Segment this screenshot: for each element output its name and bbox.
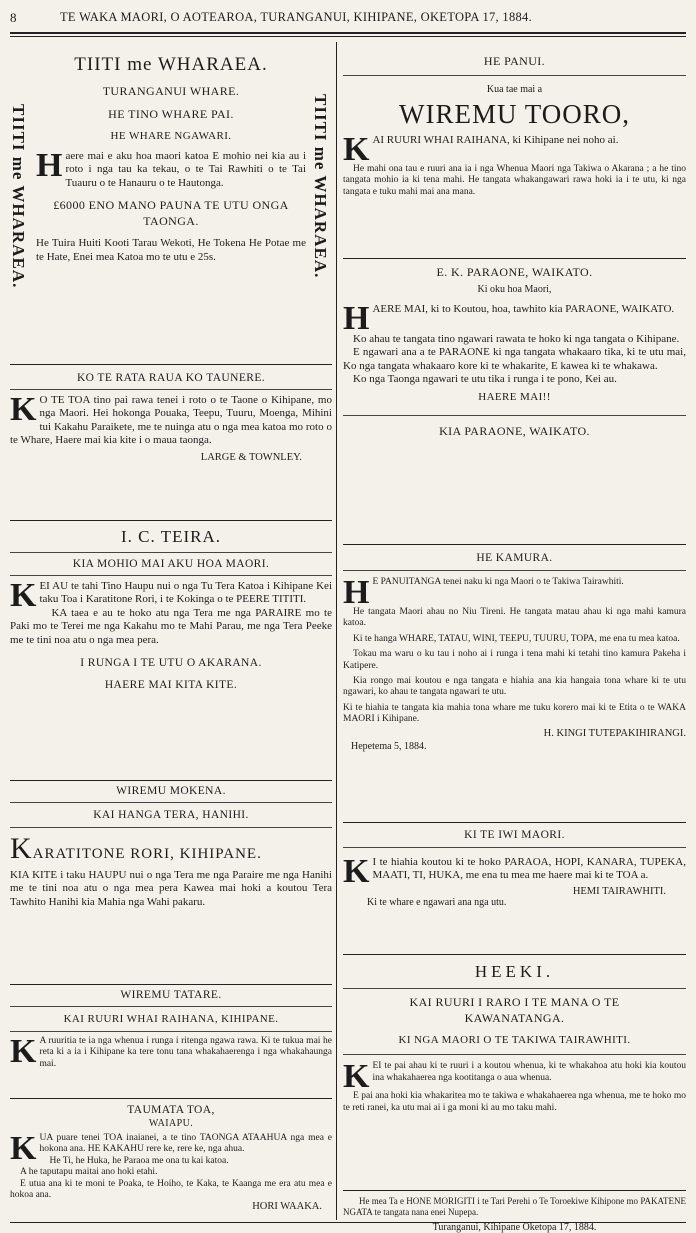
paraone-intro [343,300,686,337]
paraone-p1: Ko ahau te tangata tino ngawari rawata te hoko ki nga tangata o Kihipane. [353,333,680,345]
iwi-body [343,853,686,890]
taumata-line1: He Ti, he Huka, he Paraoa me ona tu kai katoa. [49,1155,229,1166]
divider [10,520,332,521]
imprint [343,1196,686,1233]
paraone-line2: KIA PARAONE, WAIKATO. [439,423,590,438]
drop-cap: K [343,131,370,168]
divider [10,364,332,365]
heeki-body [343,1058,686,1096]
taumata-line3: E utua ana ki te moni te Poaka, te Hoiho, te Kaka, te Kaanga me era atu mea e hokoa ana. [10,1178,332,1200]
paraone-heading: E. K. PARAONE, WAIKATO. [436,265,593,279]
kamura-heading: HE KAMURA. [476,552,553,564]
heeki-body-text: EI te pai ahau ki te ruuri i a koutou whenua, ki te whakahoa atu hoki kia koutou ina whakahaerea nga kootitanga o aua whenua. [372,1061,686,1083]
kamura-intro-text: E PANUITANGA tenei naku ki nga Maori o te Takiwa Tairawhiti. [372,577,624,587]
tatare-heading: WIREMU TATARE. [120,989,222,1001]
titi-body-text: aere mai e aku hoa maori katoa E mohio nei kia au i roto i nga tau ka tekau, o te Tai Rawhiti o te Tai Tuauru o te Hanauru o te Hautonga. [65,150,306,189]
kamura-signature: H. KINGI TUTEPAKIHIRANGI. [543,727,686,739]
rata-heading: KO TE RATA RAUA KO TAUNERE. [76,372,266,384]
teira-line1: I RUNGA I TE UTU O AKARANA. [80,657,262,670]
thin-rule [10,389,332,390]
ad-titi [10,54,332,354]
thin-rule [10,575,332,576]
drop-cap: K [10,1033,37,1070]
taumata-heading: TAUMATA TOA, [127,1104,215,1116]
drop-cap: H [343,574,370,611]
heeki-sub1: KAI RUURI I RARO I TE MANA O TE KAWANATANGA. [409,995,620,1025]
kamura-p5: Ki te hiahia te tangata kia mahia tona whare me tuku korero mai ki te Etita o te WAKA MAORI i Kihipane. [343,702,686,725]
column-divider [336,42,337,1220]
imprint-date: Turanganui, Kihipane Oketopa 17, 1884. [432,1221,597,1233]
ad-taumata [10,1104,332,1212]
teira-line2: HAERE MAI KITA KITE. [104,679,238,692]
mokena-body: KIA KITE i taku HAUPU nui o nga Tera me nga Paraire me nga Hanihi me te tini noa atu o nga mea pera Kawea mai hoki a koutou Tera Tawhito Hanihi kia Mahia nga Wahi pakaru. [10,869,332,908]
heeki-heading: HEEKI. [474,962,555,981]
tatare-body-text: A ruuritia te ia nga whenua i runga i ritenga ngawa rawa. Ki te tukua mai he reta ki a ia i Kihipane ka tere tonu tana whakahaerenga i nga whakahaunga mai. [39,1036,332,1069]
ad-paraone [343,265,686,439]
titi-side-text-right: TIITI me WHARAEA. [311,94,330,279]
ad-teira [10,527,332,691]
divider [10,1098,332,1099]
kamura-intro [343,574,686,611]
divider [343,1190,686,1191]
titi-price: £6000 ENO MANO PAUNA TE UTU ONGA TAONGA. [53,198,289,228]
drop-cap: K [10,391,37,428]
thin-rule [10,552,332,553]
panui-heading: HE PANUI. [483,54,546,68]
ad-rata [10,372,332,463]
drop-cap: K [10,832,33,865]
teira-sub: KIA MOHIO MAI AKU HOA MAORI. [72,558,270,570]
drop-cap: H [343,300,370,337]
heeki-p2: E pai ana hoki kia whakaritea mo te takiwa e whakahaerea nga whenua, me te hoko mo te reti ranei, ka utu mai ai i ga moni ki au mo taku mahi. [343,1091,686,1113]
tatare-body [10,1033,332,1070]
ad-iwi [343,829,686,908]
taumata-signature: HORI WAAKA. [252,1201,322,1213]
iwi-body-text: I te hiahia koutou ki te hoko PARAOA, HOPI, KANARA, TUPEKA, MAATI, TI, HUKA, me ena tu mea me haere mai ki te TOA a. [372,856,686,882]
drop-cap: K [343,1058,370,1096]
thin-rule [10,1031,332,1032]
taumata-line2: A he taputapu maitai ano hoki etahi. [20,1167,158,1178]
thin-rule [343,988,686,989]
iwi-signature: HEMI TAIRAWHITI. [572,886,666,897]
kamura-p4: Kia rongo mai koutou e nga tangata e hiahia ana kia hangaia tona whare ki te utu ngawari, ko ahau te tangata ngawari te utu. [343,675,686,698]
kamura-p1: He tangata Maori ahau no Niu Tireni. He tangata matau ahau ki nga mahi kamura katoa. [343,607,686,629]
teira-body2: KA taea e au te hoko atu nga Tera me nga PARAIRE mo te Paki mo te Terei me nga Kakahu mo te Mahi Parau, me nga Tera Peeke me te tini noa atu o nga mea pera. [10,606,332,646]
paraone-intro-text: AERE MAI, ki to Koutou, hoa, tawhito kia PARAONE, WAIKATO. [372,303,675,315]
paraone-sub: Ki oku hoa Maori, [477,284,552,295]
kamura-p3: Tokau ma waru o ku tau i noho ai i runga i tena mahi ki tetahi tino kamura Pakeha i Katipere. [343,649,686,671]
rata-body-text: O TE TOA tino pai rawa tenei i roto o te Taone o Kihipane, mo nga Maori. Hei hokonga Pouaka, Teepu, Tuuru, Moenga, Mihini tui Kakahu Paraikete, me te nuinga atu o nga mea katoa mo roto o te Whare, Haere mai kia kite i o maua taonga. [10,394,332,447]
kamura-p2: Ki te hanga WHARE, TATAU, WINI, TEEPU, TUURU, TOPA, me ena tu mea katoa. [353,633,680,644]
page-number: 8 [10,10,17,25]
divider [343,822,686,823]
iwi-heading: KI TE IWI MAORI. [464,829,565,841]
thin-rule [343,75,686,76]
titi-side-text-left: TIITI me WHARAEA. [9,104,28,289]
taumata-body-text: UA puare tenei TOA inaianei, a te tino TAONGA ATAAHUA nga mea e hokona ana. HE KAKAHU rere ke, rere ke, nga ahua. [39,1133,332,1155]
kamura-date: Hepetema 5, 1884. [351,740,427,752]
rata-signature: LARGE & TOWNLEY. [200,451,302,463]
teira-heading: I. C. TEIRA. [121,527,221,546]
ad-mokena [10,785,332,909]
titi-sub3: HE WHARE NGAWARI. [110,130,232,142]
titi-sub2: HE TINO WHARE PAI. [108,107,234,121]
thin-rule [10,1006,332,1007]
ad-panui [343,54,686,198]
teira-body-text: EI AU te tahi Tino Haupu nui o nga Tu Tera Katoa i Kihipane Kei taku Toa i Karatitone Rori, i te Kokinga o te PEERE TITITI. [39,580,332,606]
panui-intro [343,131,686,168]
tatare-sub: KAI RUURI WHAI RAIHANA, KIHIPANE. [63,1013,279,1025]
imprint-text: He mea Ta e HONE MORIGITI i te Tari Perehi o Te Toroekiwe Kihipone mo PAKATENE NGATA te tangata nana enei Nupepa. [343,1196,686,1217]
panui-name: WIREMU TOORO, [398,99,630,129]
mokena-heading: WIREMU MOKENA. [116,785,226,797]
newspaper-title: TE WAKA MAORI, O AOTEAROA, TURANGANUI, KIHIPANE, OKETOPA 17, 1884. [60,10,533,24]
divider [343,954,686,955]
panui-sub: Kua tae mai a [486,84,543,95]
thin-rule [10,827,332,828]
header-rule [10,32,686,37]
ad-kamura [343,552,686,752]
divider [343,258,686,259]
thin-rule [10,802,332,803]
page-header [10,6,686,32]
footer-rule [10,1222,686,1223]
titi-body2: He Tuira Huiti Kooti Tarau Wekoti, He Tokena He Potae me te Hate, Enei mea Katoa mo te utu e 25s. [36,237,306,263]
titi-heading: TIITI me WHARAEA. [74,54,268,75]
thin-rule [343,415,686,416]
divider [343,544,686,545]
paraone-p2: E ngawari ana a te PARAONE ki nga tangata whakaaro tika, ki te utu mai, Ko nga tangata whakaaro kore ki te whakarite, E kawea ki te whakawa. [343,346,686,372]
mokena-sub: KAI HANGA TERA, HANIHI. [93,809,249,821]
panui-body: He mahi ona tau e ruuri ana ia i nga Whenua Maori nga Takiwa o Akarana ; a he tino tangata mohio ia ki tena mahi. He tangata whakangawari rawa hoki ia i te utu, ki nga tangata e tuku mahi mai ana mana. [343,164,686,197]
taumata-sub: WAIAPU. [148,1118,194,1129]
rata-body [10,391,332,448]
drop-cap: K [10,1130,37,1167]
iwi-note: Ki te whare e ngawari ana nga utu. [367,897,507,908]
titi-body [36,147,306,190]
divider [10,984,332,985]
paraone-line1: HAERE MAI!! [478,390,551,403]
ad-tatare [10,989,332,1070]
paraone-p3: Ko nga Taonga ngawari te utu tika i runga i te pono, Kei au. [353,373,617,386]
mokena-big-line [10,832,332,866]
drop-cap: H [36,147,63,184]
teira-body [10,577,332,614]
thin-rule [343,847,686,848]
heeki-sub2: KI NGA MAORI O TE TAKIWA TAIRAWHITI. [398,1034,631,1047]
mokena-big-text: ARATITONE RORI, KIHIPANE. [32,846,262,862]
drop-cap: K [10,577,37,614]
thin-rule [343,570,686,571]
panui-intro-text: AI RUURI WHAI RAIHANA, ki Kihipane nei noho ai. [372,134,619,146]
divider [10,780,332,781]
titi-sub1: TURANGANUI WHARE. [102,84,240,98]
thin-rule [343,1054,686,1055]
drop-cap: K [343,853,370,890]
ad-heeki [343,962,686,1114]
